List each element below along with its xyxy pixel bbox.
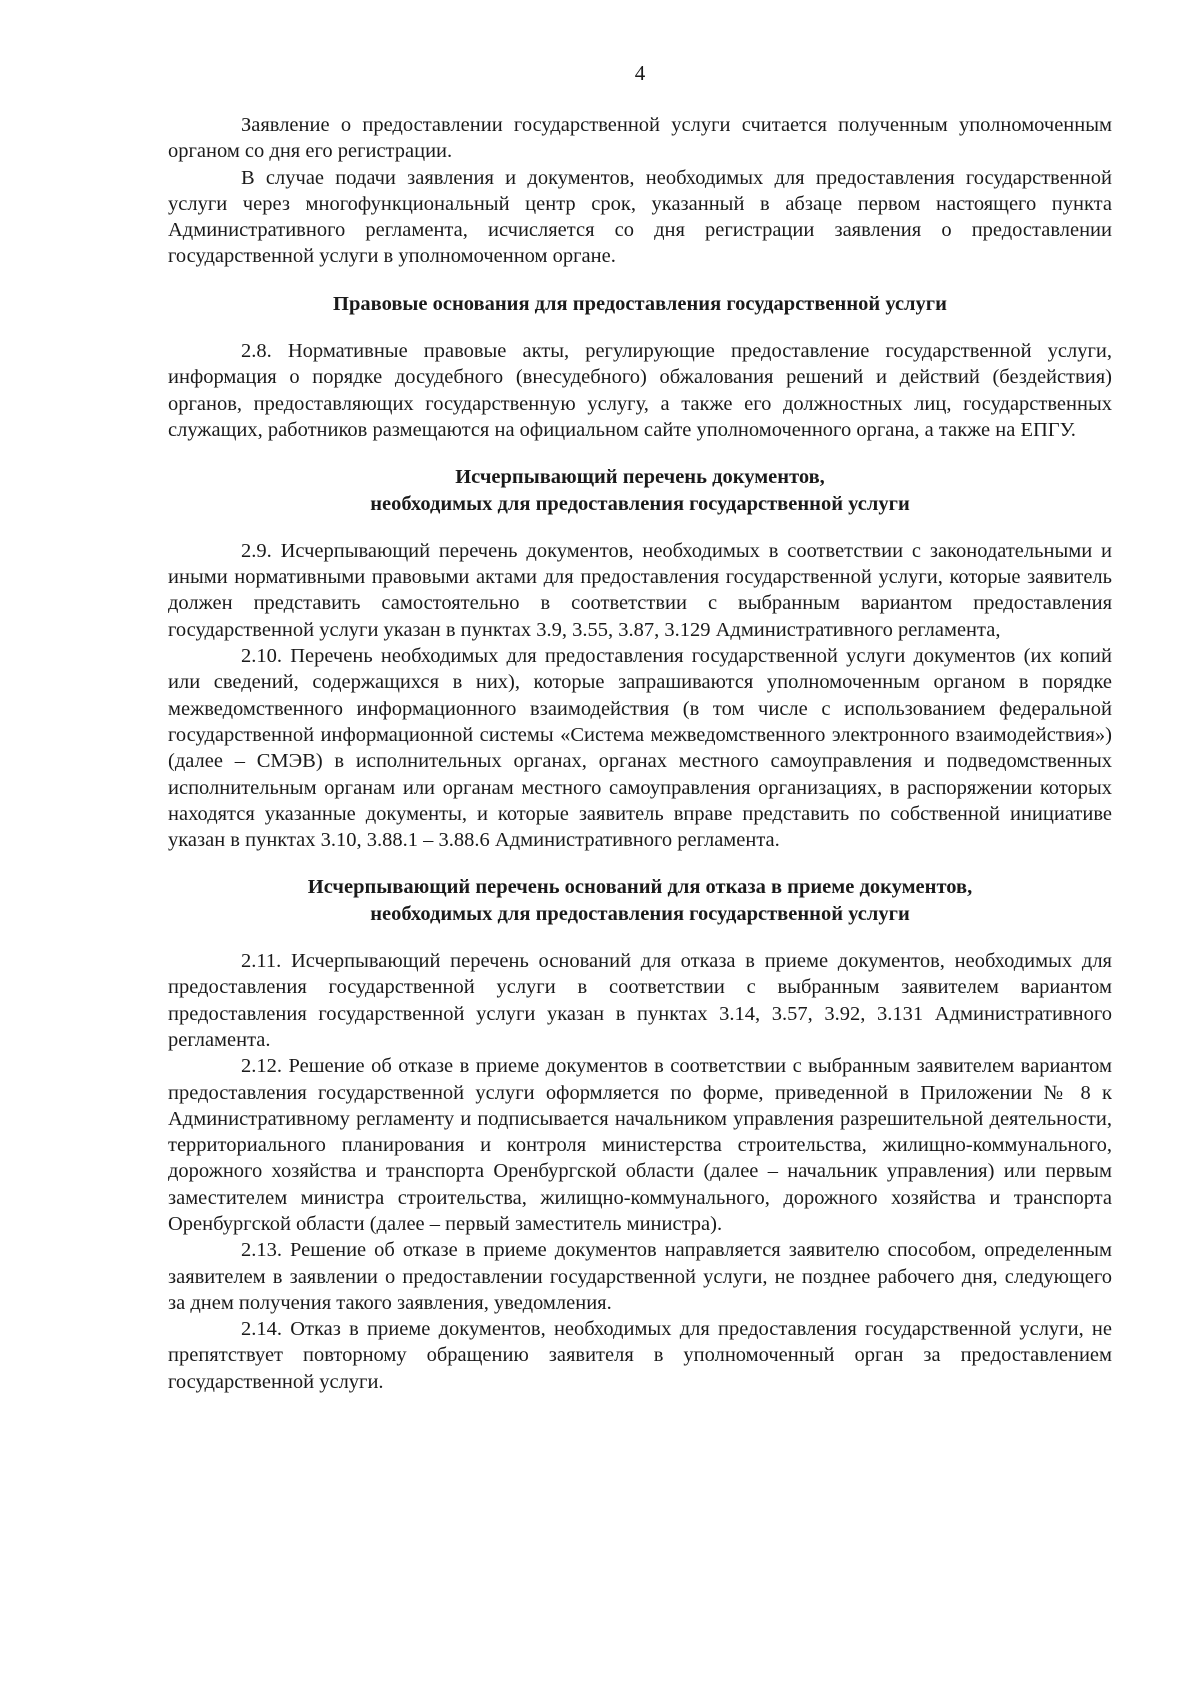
intro-paragraph-1: Заявление о предоставлении государственной услуги считается полученным уполномоченным органом со дня его регистрации. [168, 114, 1112, 163]
heading-line-1: Исчерпывающий перечень документов, [455, 466, 825, 489]
paragraph-2-13: 2.13. Решение об отказе в приеме документов направляется заявителю способом, определенным заявителем в заявлении о предоставлении государственной услуги, не позднее рабочего дня, следующего за днем получения такого заявления, уведомления. [168, 1239, 1112, 1314]
intro-paragraph-2: В случае подачи заявления и документов, необходимых для предоставления государственной услуги через многофункциональный центр срок, указанный в абзаце первом настоящего пункта Административного регламента, исчисляется со дня регистрации заявления о предоставлении государственной услуги в уполномоченном органе. [168, 166, 1112, 268]
document-body [168, 112, 1112, 1395]
section-heading-documents-list [168, 464, 1112, 517]
paragraph-2-8: 2.8. Нормативные правовые акты, регулирующие предоставление государственной услуги, информация о порядке досудебного (внесудебного) обжалования решений и действий (бездействия) органов, предоставляющих государственную услугу, а также его должностных лиц, государственных служащих, работников размещаются на официальном сайте уполномоченного органа, а также на ЕПГУ. [168, 340, 1112, 441]
heading-line-2: необходимых для предоставления государственной услуги [370, 902, 910, 925]
section-heading-refusal-grounds [168, 874, 1112, 927]
paragraph-2-12: 2.12. Решение об отказе в приеме документов в соответствии с выбранным заявителем вариантом предоставления государственной услуги оформляется по форме, приведенной в Приложении № 8 к Административному регламенту и подписывается начальником управления разрешительной деятельности, территориального планирования и контроля министерства строительства, жилищно-коммунального, дорожного хозяйства и транспорта Оренбургской области (далее – начальник управления) или первым заместителем министра строительства, жилищно-коммунального, дорожного хозяйства и транспорта Оренбургской области (далее – первый заместитель министра). [168, 1055, 1112, 1235]
paragraph-2-11: 2.11. Исчерпывающий перечень оснований для отказа в приеме документов, необходимых для предоставления государственной услуги в соответствии с выбранным заявителем вариантом предоставления государственной услуги указан в пунктах 3.14, 3.57, 3.92, 3.131 Административного регламента. [168, 950, 1112, 1051]
heading-line-1: Исчерпывающий перечень оснований для отказа в приеме документов, [307, 876, 973, 899]
paragraph-2-14: 2.14. Отказ в приеме документов, необходимых для предоставления государственной услуги, не препятствует повторному обращению заявителя в уполномоченный орган за предоставлением государственной услуги. [168, 1318, 1112, 1393]
paragraph-2-10: 2.10. Перечень необходимых для предоставления государственной услуги документов (их копий или сведений, содержащихся в них), которые запрашиваются уполномоченным органом в порядке межведомственного информационного взаимодействия (в том числе с использованием федеральной государственной информационной системы «Система межведомственного электронного взаимодействия») (далее – СМЭВ) в исполнительных органах, органах местного самоуправления и подведомственных исполнительным органам или органам местного самоуправления организациях, в распоряжении которых находятся указанные документы, и которые заявитель вправе представить по собственной инициативе указан в пунктах 3.10, 3.88.1 – 3.88.6 Административного регламента. [168, 645, 1112, 852]
heading-line-2: необходимых для предоставления государственной услуги [370, 492, 910, 515]
section-heading-legal-basis: Правовые основания для предоставления государственной услуги [333, 292, 947, 315]
paragraph-2-9: 2.9. Исчерпывающий перечень документов, необходимых в соответствии с законодательными и иными нормативными правовыми актами для предоставления государственной услуги, которые заявитель должен представить самостоятельно в соответствии с выбранным вариантом предоставления государственной услуги указан в пунктах 3.9, 3.55, 3.87, 3.129 Административного регламента, [168, 539, 1112, 641]
page-number: 4 [634, 61, 646, 85]
